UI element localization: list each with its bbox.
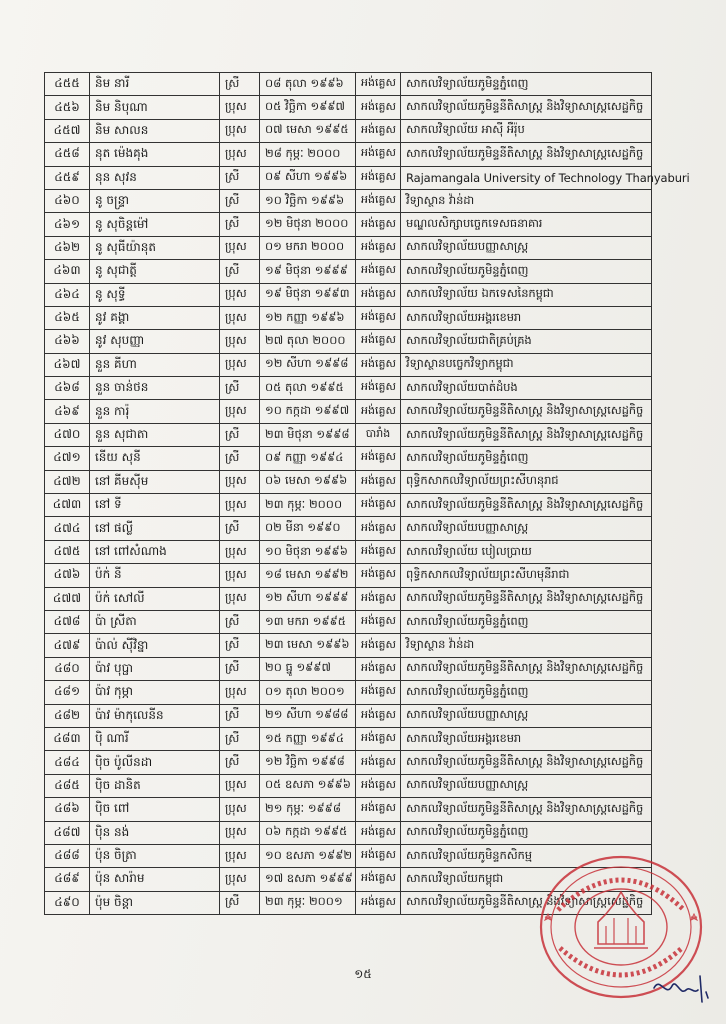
language-cell: អង់គ្លេស	[356, 868, 401, 891]
sex-cell: ស្រី	[220, 166, 260, 189]
row-number-cell: ៤៨២	[45, 704, 90, 727]
birth-date-cell: ១២ មិថុនា ២០០០	[260, 213, 356, 236]
university-cell: សាកលវិទ្យាល័យភូមិន្ទនីតិសាស្ត្រ និងវិទ្យាសាស្ត្រសេដ្ឋកិច្ច	[401, 423, 652, 446]
table-row	[45, 353, 652, 376]
university-cell: សាកលវិទ្យាល័យភូមិន្ទនីតិសាស្ត្រ និងវិទ្យាសាស្ត្រសេដ្ឋកិច្ច	[401, 143, 652, 166]
name-cell: ប៉ាវ បុប្ផា	[90, 657, 220, 680]
sex-cell: ប្រុស	[220, 96, 260, 119]
birth-date-cell: ១៥ កញ្ញា ១៩៩៤	[260, 727, 356, 750]
language-cell: អង់គ្លេស	[356, 377, 401, 400]
language-cell: អង់គ្លេស	[356, 517, 401, 540]
university-cell: សាកលវិទ្យាល័យភូមិន្ទភ្នំពេញ	[401, 73, 652, 96]
table-row	[45, 798, 652, 821]
table-row	[45, 119, 652, 142]
name-cell: ប៉ុន ចិត្រា	[90, 844, 220, 867]
university-cell: សាកលវិទ្យាល័យជាតិគ្រប់គ្រង	[401, 330, 652, 353]
table-row	[45, 727, 652, 750]
birth-date-cell: ០១ តុលា ២០០១	[260, 681, 356, 704]
language-cell: អង់គ្លេស	[356, 119, 401, 142]
table-row	[45, 283, 652, 306]
language-cell: អង់គ្លេស	[356, 96, 401, 119]
birth-date-cell: ០៧ មេសា ១៩៩៥	[260, 119, 356, 142]
table-row	[45, 447, 652, 470]
row-number-cell: ៤៩០	[45, 891, 90, 914]
university-cell: សាកលវិទ្យាល័យភូមិន្ទភ្នំពេញ	[401, 821, 652, 844]
page-number: ១៥	[354, 967, 372, 981]
table-row	[45, 73, 652, 96]
sex-cell: ប្រុស	[220, 587, 260, 610]
birth-date-cell: ១០ ឧសភា ១៩៩២	[260, 844, 356, 867]
name-cell: ប៉ិ ណារី	[90, 727, 220, 750]
table-row	[45, 213, 652, 236]
table-row	[45, 306, 652, 329]
sex-cell: ស្រី	[220, 727, 260, 750]
sex-cell: ប្រុស	[220, 306, 260, 329]
university-cell: សាកលវិទ្យាល័យបញ្ញាសាស្ត្រ	[401, 517, 652, 540]
university-cell: សាកលវិទ្យាល័យ អាស៊ី អឺរ៉ុប	[401, 119, 652, 142]
birth-date-cell: ០៦ កក្កដា ១៩៩៥	[260, 821, 356, 844]
sex-cell: ប្រុស	[220, 798, 260, 821]
university-cell: សាកលវិទ្យាល័យភូមិន្ទភ្នំពេញ	[401, 260, 652, 283]
birth-date-cell: ០៨ តុលា ១៩៩៦	[260, 73, 356, 96]
birth-date-cell: ១២ សីហា ១៩៩៨	[260, 353, 356, 376]
name-cell: ប៉ុន សារ៉ាម	[90, 868, 220, 891]
sex-cell: ប្រុស	[220, 119, 260, 142]
sex-cell: ស្រី	[220, 377, 260, 400]
name-cell: ប៉ាវ កុម្ភា	[90, 681, 220, 704]
table-row	[45, 821, 652, 844]
row-number-cell: ៤៧៨	[45, 610, 90, 633]
name-cell: នូវ សុបញ្ញា	[90, 330, 220, 353]
name-cell: នួន ចាន់ថន	[90, 377, 220, 400]
candidate-table	[44, 72, 690, 915]
row-number-cell: ៤៧៧	[45, 587, 90, 610]
sex-cell: ស្រី	[220, 634, 260, 657]
sex-cell: ស្រី	[220, 891, 260, 914]
language-cell: អង់គ្លេស	[356, 260, 401, 283]
table-row	[45, 330, 652, 353]
name-cell: នូ សុចិន្តម៉ៅ	[90, 213, 220, 236]
language-cell: អង់គ្លេស	[356, 213, 401, 236]
university-cell: សាកលវិទ្យាល័យបញ្ញាសាស្ត្រ	[401, 704, 652, 727]
language-cell: អង់គ្លេស	[356, 189, 401, 212]
table-row	[45, 96, 652, 119]
language-cell: អង់គ្លេស	[356, 283, 401, 306]
language-cell: អង់គ្លេស	[356, 540, 401, 563]
university-cell: សាកលវិទ្យាល័យភូមិន្ទនីតិសាស្ត្រ និងវិទ្យាសាស្ត្រសេដ្ឋកិច្ច	[401, 494, 652, 517]
name-cell: ប៉ិច ប៉ូលីនដា	[90, 751, 220, 774]
university-cell: សាកលវិទ្យាល័យបាត់ដំបង	[401, 377, 652, 400]
sex-cell: ប្រុស	[220, 470, 260, 493]
table-row	[45, 470, 652, 493]
table-row	[45, 540, 652, 563]
table-row	[45, 517, 652, 540]
row-number-cell: ៤៧៦	[45, 564, 90, 587]
sex-cell: ស្រី	[220, 657, 260, 680]
name-cell: និម សាលន	[90, 119, 220, 142]
language-cell: អង់គ្លេស	[356, 73, 401, 96]
name-cell: នើយ សុនី	[90, 447, 220, 470]
name-cell: នៅ ទី	[90, 494, 220, 517]
table-row	[45, 610, 652, 633]
university-cell: ពុទ្ធិកសាកលវិទ្យាល័យព្រះសីហនុរាជ	[401, 470, 652, 493]
university-cell: សាកលវិទ្យាល័យ ឯកទេសនៃកម្ពុជា	[401, 283, 652, 306]
table-row	[45, 634, 652, 657]
row-number-cell: ៤៦៨	[45, 377, 90, 400]
language-cell: អង់គ្លេស	[356, 798, 401, 821]
table-row	[45, 189, 652, 212]
university-cell: សាកលវិទ្យាល័យភូមិន្ទនីតិសាស្ត្រ និងវិទ្យាសាស្ត្រសេដ្ឋកិច្ច	[401, 798, 652, 821]
sex-cell: ប្រុស	[220, 400, 260, 423]
birth-date-cell: ១២ វិច្ឆិកា ១៩៩៨	[260, 751, 356, 774]
university-cell: សាកលវិទ្យាល័យភូមិន្ទនីតិសាស្ត្រ និងវិទ្យាសាស្ត្រសេដ្ឋកិច្ច	[401, 400, 652, 423]
name-cell: ប៉ិច ពៅ	[90, 798, 220, 821]
birth-date-cell: ០២ មីនា ១៩៩០	[260, 517, 356, 540]
row-number-cell: ៤៨៦	[45, 798, 90, 821]
language-cell: អង់គ្លេស	[356, 844, 401, 867]
row-number-cell: ៤៥៧	[45, 119, 90, 142]
row-number-cell: ៤៨៧	[45, 821, 90, 844]
birth-date-cell: ០៩ សីហា ១៩៩៦	[260, 166, 356, 189]
language-cell: អង់គ្លេស	[356, 143, 401, 166]
name-cell: ប៉ុម ចិន្តា	[90, 891, 220, 914]
birth-date-cell: ២០ ធ្នូ ១៩៩៧	[260, 657, 356, 680]
university-cell: សាកលវិទ្យាល័យបញ្ញាសាស្ត្រ	[401, 774, 652, 797]
name-cell: ប៉ាវ ម៉ាកុលេនីន	[90, 704, 220, 727]
university-cell: ពុទ្ធិកសាកលវិទ្យាល័យព្រះសីហមុនីរាជា	[401, 564, 652, 587]
language-cell: បារាំង	[356, 423, 401, 446]
row-number-cell: ៤៦៥	[45, 306, 90, 329]
name-cell: នូ សុធីយ៉ានុត	[90, 236, 220, 259]
language-cell: អង់គ្លេស	[356, 610, 401, 633]
sex-cell: ស្រី	[220, 189, 260, 212]
birth-date-cell: ២៣ មេសា ១៩៩៦	[260, 634, 356, 657]
sex-cell: ប្រុស	[220, 330, 260, 353]
university-cell: សាកលវិទ្យាល័យភូមិន្ទភ្នំពេញ	[401, 610, 652, 633]
language-cell: អង់គ្លេស	[356, 774, 401, 797]
row-number-cell: ៤៦៣	[45, 260, 90, 283]
birth-date-cell: ១៨ មេសា ១៩៩២	[260, 564, 356, 587]
table-row	[45, 400, 652, 423]
name-cell: ប៉ា ស្រីតា	[90, 610, 220, 633]
name-cell: ប៉ាល់ ស៊ីវិន្នា	[90, 634, 220, 657]
birth-date-cell: ២៣ កុម្ភៈ ២០០០	[260, 494, 356, 517]
name-cell: នូ សុជាត្តី	[90, 260, 220, 283]
row-number-cell: ៤៥៨	[45, 143, 90, 166]
birth-date-cell: ២៧ តុលា ២០០០	[260, 330, 356, 353]
university-cell: សាកលវិទ្យាល័យភូមិន្ទនីតិសាស្ត្រ និងវិទ្យាសាស្ត្រសេដ្ឋកិច្ច	[401, 587, 652, 610]
sex-cell: ប្រុស	[220, 283, 260, 306]
row-number-cell: ៤៨១	[45, 681, 90, 704]
language-cell: អង់គ្លេស	[356, 681, 401, 704]
candidate-table-body	[45, 73, 690, 915]
birth-date-cell: ០៥ វិច្ឆិកា ១៩៩៧	[260, 96, 356, 119]
table-row	[45, 681, 652, 704]
table-row	[45, 377, 652, 400]
sex-cell: ប្រុស	[220, 564, 260, 587]
sex-cell: ប្រុស	[220, 681, 260, 704]
row-number-cell: ៤៨៩	[45, 868, 90, 891]
row-number-cell: ៤៦០	[45, 189, 90, 212]
birth-date-cell: ១៧ ឧសភា ១៩៩៩	[260, 868, 356, 891]
language-cell: អង់គ្លេស	[356, 657, 401, 680]
university-cell: សាកលវិទ្យាល័យភូមិន្ទភ្នំពេញ	[401, 447, 652, 470]
name-cell: នៅ ពៅសំណាង	[90, 540, 220, 563]
birth-date-cell: ០៥ តុលា ១៩៩៥	[260, 377, 356, 400]
name-cell: នួន សុជាតា	[90, 423, 220, 446]
birth-date-cell: ១២ កញ្ញា ១៩៩៦	[260, 306, 356, 329]
table-row	[45, 587, 652, 610]
table-row	[45, 143, 652, 166]
sex-cell: ប្រុស	[220, 821, 260, 844]
name-cell: នុត ម៉េងគុង	[90, 143, 220, 166]
name-cell: នូ ចន្ទ្រា	[90, 189, 220, 212]
birth-date-cell: ១៩ មិថុនា ១៩៩៩	[260, 260, 356, 283]
sex-cell: ស្រី	[220, 213, 260, 236]
sex-cell: ស្រី	[220, 704, 260, 727]
university-cell: សាកលវិទ្យាល័យភូមិន្ទនីតិសាស្ត្រ និងវិទ្យាសាស្ត្រសេដ្ឋកិច្ច	[401, 751, 652, 774]
language-cell: អង់គ្លេស	[356, 727, 401, 750]
handwritten-signature	[650, 968, 710, 1008]
name-cell: នូ សុទ្ធី	[90, 283, 220, 306]
sex-cell: ស្រី	[220, 751, 260, 774]
university-cell: វិទ្យាស្ថានបច្ចេកវិទ្យាកម្ពុជា	[401, 353, 652, 376]
table-row	[45, 166, 652, 189]
university-cell: សាកលវិទ្យាល័យបញ្ញាសាស្ត្រ	[401, 236, 652, 259]
name-cell: និម និបុណា	[90, 96, 220, 119]
language-cell: អង់គ្លេស	[356, 400, 401, 423]
language-cell: អង់គ្លេស	[356, 166, 401, 189]
sex-cell: ប្រុស	[220, 868, 260, 891]
table-row	[45, 260, 652, 283]
row-number-cell: ៤៥៥	[45, 73, 90, 96]
university-cell: វិទ្យាស្ថាន វ៉ាន់ដា	[401, 634, 652, 657]
table-row	[45, 704, 652, 727]
birth-date-cell: ១២ សីហា ១៩៩៩	[260, 587, 356, 610]
birth-date-cell: ០១ មករា ២០០០	[260, 236, 356, 259]
row-number-cell: ៤៧៣	[45, 494, 90, 517]
table-row	[45, 236, 652, 259]
university-cell: សាកលវិទ្យាល័យភូមិន្ទកសិកម្ម	[401, 844, 652, 867]
language-cell: អង់គ្លេស	[356, 306, 401, 329]
row-number-cell: ៤៦៧	[45, 353, 90, 376]
birth-date-cell: ១០ វិច្ឆិកា ១៩៩៦	[260, 189, 356, 212]
birth-date-cell: ២១ សីហា ១៩៨៨	[260, 704, 356, 727]
table-row	[45, 657, 652, 680]
birth-date-cell: ១០ កក្កដា ១៩៩៧	[260, 400, 356, 423]
language-cell: អង់គ្លេស	[356, 704, 401, 727]
row-number-cell: ៤៨៤	[45, 751, 90, 774]
row-number-cell: ៤៦៤	[45, 283, 90, 306]
birth-date-cell: ០៥ ឧសភា ១៩៩៦	[260, 774, 356, 797]
birth-date-cell: ០៩ កញ្ញា ១៩៩៤	[260, 447, 356, 470]
row-number-cell: ៤៧២	[45, 470, 90, 493]
birth-date-cell: ២១ កុម្ភៈ ១៩៩៨	[260, 798, 356, 821]
language-cell: អង់គ្លេស	[356, 353, 401, 376]
sex-cell: ស្រី	[220, 260, 260, 283]
university-cell: វិទ្យាស្ថាន វ៉ាន់ដា	[401, 189, 652, 212]
university-cell: សាកលវិទ្យាល័យភូមិន្ទនីតិសាស្ត្រ និងវិទ្យាសាស្ត្រសេដ្ឋកិច្ច	[401, 96, 652, 119]
birth-date-cell: ១៣ មករា ១៩៩៥	[260, 610, 356, 633]
row-number-cell: ៤៦១	[45, 213, 90, 236]
sex-cell: ប្រុស	[220, 844, 260, 867]
row-number-cell: ៤៧៩	[45, 634, 90, 657]
name-cell: ប៉ិច ដានិត	[90, 774, 220, 797]
university-cell: សាកលវិទ្យាល័យភូមិន្ទភ្នំពេញ	[401, 681, 652, 704]
name-cell: នួន គីហា	[90, 353, 220, 376]
sex-cell: ប្រុស	[220, 774, 260, 797]
birth-date-cell: ០៦ មេសា ១៩៩៦	[260, 470, 356, 493]
sex-cell: ប្រុស	[220, 236, 260, 259]
university-cell: សាកលវិទ្យាល័យអង្គរខេមរា	[401, 727, 652, 750]
sex-cell: ស្រី	[220, 610, 260, 633]
university-cell: សាកលវិទ្យាល័យកម្ពុជា	[401, 868, 652, 891]
row-number-cell: ៤៧៤	[45, 517, 90, 540]
birth-date-cell: ១០ មិថុនា ១៩៩៦	[260, 540, 356, 563]
row-number-cell: ៤៨៨	[45, 844, 90, 867]
birth-date-cell: ២៣ មិថុនា ១៩៩៨	[260, 423, 356, 446]
sex-cell: ស្រី	[220, 73, 260, 96]
table-row	[45, 423, 652, 446]
sex-cell: ស្រី	[220, 517, 260, 540]
language-cell: អង់គ្លេស	[356, 751, 401, 774]
name-cell: នួន ការ៉ុ	[90, 400, 220, 423]
sex-cell: ប្រុស	[220, 540, 260, 563]
birth-date-cell: ២៣ កុម្ភៈ ២០០១	[260, 891, 356, 914]
language-cell: អង់គ្លេស	[356, 564, 401, 587]
row-number-cell: ៤៨៣	[45, 727, 90, 750]
name-cell: នៅ គីមស៊ីម	[90, 470, 220, 493]
sex-cell: ប្រុស	[220, 143, 260, 166]
name-cell: នូវ គង្គា	[90, 306, 220, 329]
language-cell: អង់គ្លេស	[356, 330, 401, 353]
row-number-cell: ៤៦៦	[45, 330, 90, 353]
sex-cell: ប្រុស	[220, 494, 260, 517]
language-cell: អង់គ្លេស	[356, 236, 401, 259]
sex-cell: ស្រី	[220, 447, 260, 470]
birth-date-cell: ២៨ កុម្ភៈ ២០០០	[260, 143, 356, 166]
sex-cell: ស្រី	[220, 423, 260, 446]
university-cell: Rajamangala University of Technology Thanyaburi	[401, 166, 652, 189]
table-row	[45, 564, 652, 587]
row-number-cell: ៤៧០	[45, 423, 90, 446]
name-cell: នុន សុវន	[90, 166, 220, 189]
language-cell: អង់គ្លេស	[356, 587, 401, 610]
row-number-cell: ៤៧៥	[45, 540, 90, 563]
language-cell: អង់គ្លេស	[356, 494, 401, 517]
name-cell: ប៉ក់ សៅលី	[90, 587, 220, 610]
name-cell: និម នារី	[90, 73, 220, 96]
table-row	[45, 494, 652, 517]
name-cell: ប៉ក់ នី	[90, 564, 220, 587]
name-cell: ប៉ិន នង់	[90, 821, 220, 844]
row-number-cell: ៤៥៩	[45, 166, 90, 189]
language-cell: អង់គ្លេស	[356, 821, 401, 844]
language-cell: អង់គ្លេស	[356, 470, 401, 493]
row-number-cell: ៤៨០	[45, 657, 90, 680]
name-cell: នៅ ផល្លី	[90, 517, 220, 540]
table-row	[45, 774, 652, 797]
sex-cell: ប្រុស	[220, 353, 260, 376]
row-number-cell: ៤៨៥	[45, 774, 90, 797]
university-cell: សាកលវិទ្យាល័យភូមិន្ទនីតិសាស្ត្រ និងវិទ្យាសាស្ត្រសេដ្ឋកិច្ច	[401, 657, 652, 680]
language-cell: អង់គ្លេស	[356, 634, 401, 657]
table-row	[45, 751, 652, 774]
row-number-cell: ៤៧១	[45, 447, 90, 470]
university-cell: សាកលវិទ្យាល័យភូមិន្ទនីតិសាស្ត្រ និងវិទ្យាសាស្ត្រសេដ្ឋកិច្ច	[401, 891, 652, 914]
row-number-cell: ៤៦២	[45, 236, 90, 259]
row-number-cell: ៤៥៦	[45, 96, 90, 119]
language-cell: អង់គ្លេស	[356, 891, 401, 914]
row-number-cell: ៤៦៩	[45, 400, 90, 423]
birth-date-cell: ១៩ មិថុនា ១៩៩៣	[260, 283, 356, 306]
language-cell: អង់គ្លេស	[356, 447, 401, 470]
university-cell: សាកលវិទ្យាល័យ បៀលប្រាយ	[401, 540, 652, 563]
university-cell: សាកលវិទ្យាល័យអង្គរខេមរា	[401, 306, 652, 329]
university-cell: មណ្ឌលសិក្សាបច្ចេកទេសធនាគារ	[401, 213, 652, 236]
